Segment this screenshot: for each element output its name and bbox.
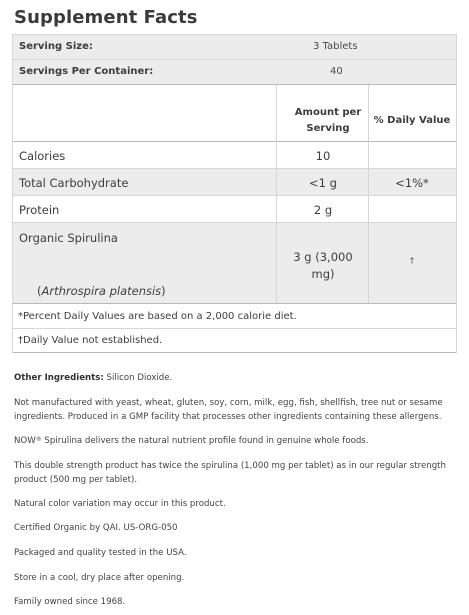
registered-mark: ® bbox=[35, 436, 42, 443]
nutrient-amount: 2 g bbox=[313, 203, 333, 217]
now-statement bbox=[14, 434, 454, 448]
serving-size-label: Serving Size: bbox=[19, 41, 93, 52]
scientific-name: Arthrospira platensis bbox=[41, 284, 162, 298]
amount-per-serving-header bbox=[283, 105, 373, 137]
nutrient-name: Calories bbox=[19, 149, 66, 163]
amount-line2: mg) bbox=[311, 267, 335, 281]
footnote-percent-dv: *Percent Daily Values are based on a 2,000 calorie diet. bbox=[18, 311, 297, 322]
nutrient-row-calories bbox=[13, 142, 456, 168]
brand-name: NOW bbox=[14, 436, 36, 446]
serving-size-value: 3 Tablets bbox=[313, 41, 358, 52]
serving-size-row bbox=[13, 35, 456, 59]
nutrient-amount: <1 g bbox=[309, 176, 337, 190]
servings-per-container-label: Servings Per Container: bbox=[19, 66, 154, 77]
amount-header-line1: Amount per bbox=[294, 107, 362, 118]
supplement-facts-table bbox=[12, 34, 457, 353]
nutrient-row-protein bbox=[13, 196, 456, 222]
nutrient-amount bbox=[276, 249, 370, 283]
amount-header-line2: Serving bbox=[306, 123, 350, 134]
nutrient-name: Total Carbohydrate bbox=[19, 176, 129, 190]
daily-value-header: % Daily Value bbox=[373, 115, 451, 126]
double-strength-statement: This double strength product has twice the spirulina (1,000 mg per tablet) as in our regular strength product (500 mg per tablet). bbox=[14, 461, 446, 485]
other-ingredients bbox=[14, 371, 454, 385]
other-ingredients-label: Other Ingredients: bbox=[14, 373, 104, 383]
nutrient-dv: <1%* bbox=[395, 176, 429, 190]
nutrient-amount: 10 bbox=[315, 149, 331, 163]
now-statement-text: Spirulina delivers the natural nutrient profile found in genuine whole foods. bbox=[41, 436, 369, 446]
nutrient-row-carbohydrate bbox=[13, 169, 456, 195]
amount-line1: 3 g (3,000 bbox=[293, 250, 353, 264]
nutrient-name: Organic Spirulina bbox=[19, 231, 118, 245]
packaged-statement: Packaged and quality tested in the USA. bbox=[14, 548, 187, 558]
footnote-not-established: †Daily Value not established. bbox=[18, 335, 163, 346]
other-ingredients-value: Silicon Dioxide. bbox=[103, 373, 173, 383]
nutrient-name: Protein bbox=[19, 203, 60, 217]
column-header-row bbox=[13, 85, 456, 141]
allergen-statement: Not manufactured with yeast, wheat, gluten, soy, corn, milk, egg, fish, shellfish, tree nut or sesame ingredients. Produced in a GMP facility that processes other ingredients containing these allergens. bbox=[14, 398, 443, 422]
certified-organic-statement: Certified Organic by QAI. US-ORG-050 bbox=[14, 523, 178, 533]
servings-per-container-value: 40 bbox=[330, 66, 343, 77]
servings-per-container-row bbox=[13, 60, 456, 84]
page-title: Supplement Facts bbox=[14, 7, 198, 28]
nutrient-subname: (Arthrospira platensis) bbox=[37, 284, 166, 298]
family-owned-statement: Family owned since 1968. bbox=[14, 597, 126, 607]
storage-statement: Store in a cool, dry place after opening. bbox=[14, 573, 185, 583]
nutrient-dv: † bbox=[410, 256, 414, 265]
color-variation-statement: Natural color variation may occur in this product. bbox=[14, 499, 226, 509]
nutrient-row-spirulina bbox=[13, 223, 456, 303]
